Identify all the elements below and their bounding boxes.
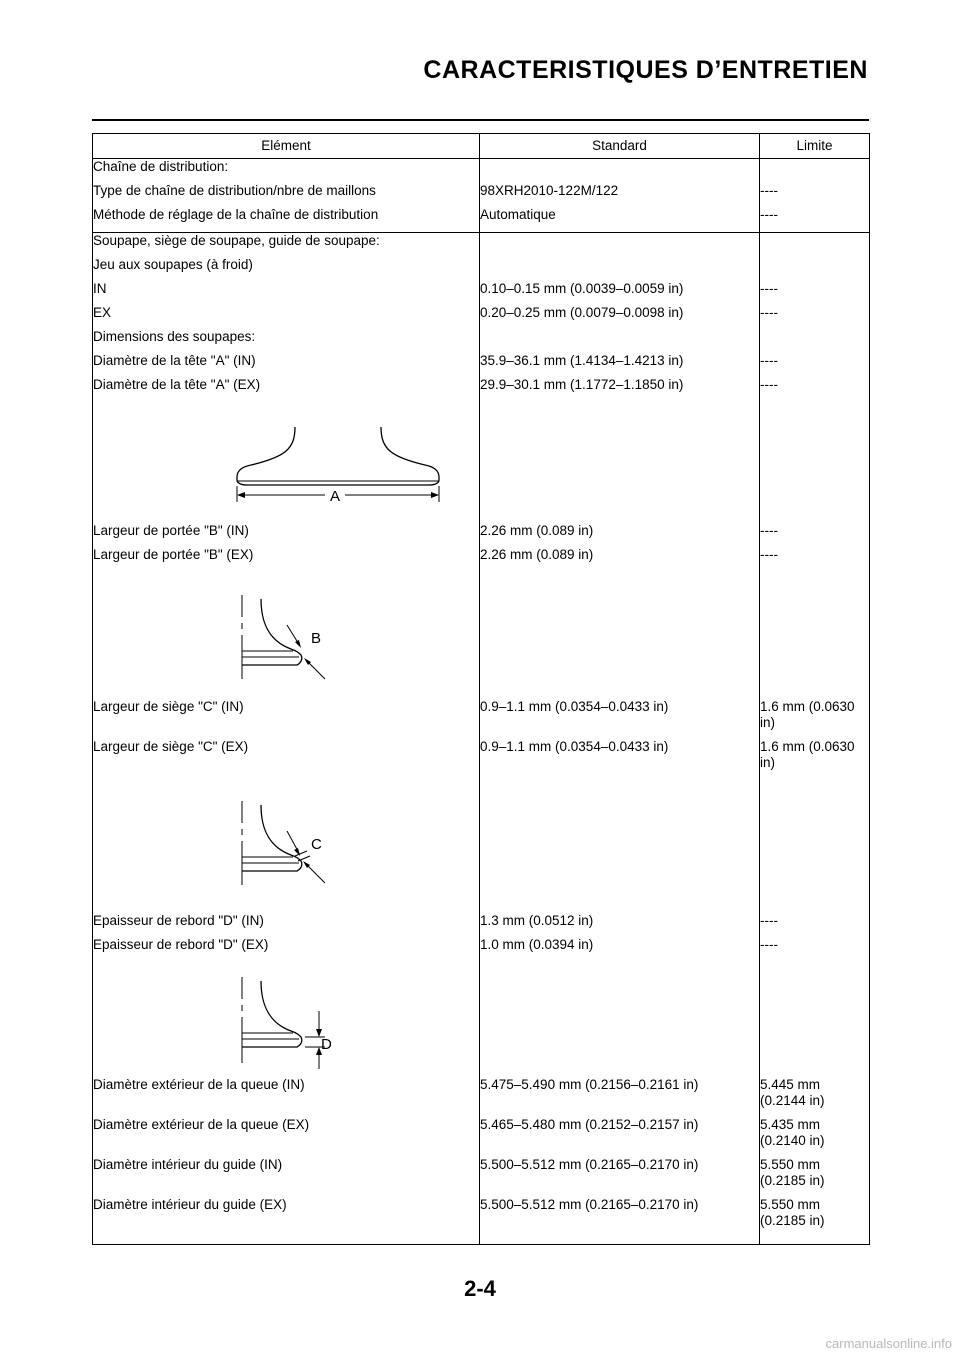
row-standard: 5.465–5.480 mm (0.2152–0.2157 in): [480, 1117, 760, 1157]
figure-label-c: C: [311, 835, 322, 853]
valve-margin-thickness-figure: [235, 977, 345, 1073]
section-heading: Soupape, siège de soupape, guide de soupape:: [93, 233, 480, 257]
row-limit: 5.435 mm (0.2140 in): [760, 1117, 870, 1157]
row-standard: 2.26 mm (0.089 in): [480, 547, 760, 571]
section-heading-row: [93, 233, 870, 257]
row-label: EX: [93, 305, 480, 329]
table-row: [93, 547, 870, 571]
row-label: Type de chaîne de distribution/nbre de maillons: [93, 183, 480, 207]
figure-row: [93, 571, 870, 699]
row-limit: 1.6 mm (0.0630 in): [760, 739, 870, 779]
row-label: Diamètre de la tête "A" (EX): [93, 377, 480, 401]
valve-head-diameter-figure: [233, 427, 443, 517]
table-row: [93, 353, 870, 377]
valve-seat-width-figure: [235, 801, 345, 891]
col-header-limit: Limite: [760, 134, 870, 159]
row-standard: 29.9–30.1 mm (1.1772–1.1850 in): [480, 377, 760, 401]
row-limit: 1.6 mm (0.0630 in): [760, 699, 870, 739]
row-label: Largeur de siège "C" (EX): [93, 739, 480, 779]
table-row: [93, 207, 870, 233]
section-heading: Chaîne de distribution:: [93, 159, 480, 183]
watermark: carmanualsonline.info: [825, 1336, 952, 1351]
row-standard: Automatique: [480, 207, 760, 233]
row-label: Diamètre intérieur du guide (EX): [93, 1197, 480, 1245]
section-heading-row: [93, 159, 870, 183]
row-label: Diamètre intérieur du guide (IN): [93, 1157, 480, 1197]
row-label: Largeur de portée "B" (EX): [93, 547, 480, 571]
table-row: [93, 281, 870, 305]
page-title: CARACTERISTIQUES D’ENTRETIEN: [423, 56, 868, 84]
row-limit: ----: [760, 913, 870, 937]
table-row: [93, 257, 870, 281]
table-row: [93, 913, 870, 937]
row-standard: 0.9–1.1 mm (0.0354–0.0433 in): [480, 739, 760, 779]
row-limit: ----: [760, 937, 870, 961]
table-row: [93, 523, 870, 547]
row-label: Epaisseur de rebord "D" (EX): [93, 937, 480, 961]
row-limit: ----: [760, 523, 870, 547]
row-limit: 5.550 mm (0.2185 in): [760, 1157, 870, 1197]
table-row: [93, 937, 870, 961]
spec-table: [92, 133, 870, 1245]
row-label: Jeu aux soupapes (à froid): [93, 257, 480, 281]
row-limit: ----: [760, 353, 870, 377]
table-row: [93, 329, 870, 353]
row-label: Largeur de siège "C" (IN): [93, 699, 480, 739]
title-rule: [92, 119, 869, 121]
row-label: Diamètre extérieur de la queue (IN): [93, 1077, 480, 1117]
row-standard: 35.9–36.1 mm (1.4134–1.4213 in): [480, 353, 760, 377]
row-limit: ----: [760, 281, 870, 305]
table-row: [93, 1157, 870, 1197]
row-standard: 1.3 mm (0.0512 in): [480, 913, 760, 937]
table-header-row: [93, 134, 870, 159]
row-standard: 1.0 mm (0.0394 in): [480, 937, 760, 961]
page-number: 2-4: [464, 1276, 496, 1301]
row-label: Largeur de portée "B" (IN): [93, 523, 480, 547]
table-row: [93, 739, 870, 779]
row-label: Méthode de réglage de la chaîne de distribution: [93, 207, 480, 233]
table-row: [93, 1077, 870, 1117]
figure-row: [93, 961, 870, 1077]
row-limit: ----: [760, 207, 870, 233]
row-standard: 0.20–0.25 mm (0.0079–0.0098 in): [480, 305, 760, 329]
figure-row: [93, 779, 870, 913]
row-label: Diamètre de la tête "A" (IN): [93, 353, 480, 377]
table-row: [93, 699, 870, 739]
row-limit: 5.445 mm (0.2144 in): [760, 1077, 870, 1117]
valve-face-width-figure: [235, 595, 345, 685]
row-label: IN: [93, 281, 480, 305]
row-limit: ----: [760, 183, 870, 207]
col-header-element: Elément: [93, 134, 480, 159]
row-standard: 5.500–5.512 mm (0.2165–0.2170 in): [480, 1197, 760, 1245]
row-limit: ----: [760, 305, 870, 329]
table-row: [93, 1117, 870, 1157]
row-limit: ----: [760, 377, 870, 401]
row-label: Diamètre extérieur de la queue (EX): [93, 1117, 480, 1157]
table-row: [93, 305, 870, 329]
row-standard: 5.500–5.512 mm (0.2165–0.2170 in): [480, 1157, 760, 1197]
col-header-standard: Standard: [480, 134, 760, 159]
row-label: Dimensions des soupapes:: [93, 329, 480, 353]
table-row: [93, 183, 870, 207]
row-limit: 5.550 mm (0.2185 in): [760, 1197, 870, 1245]
figure-label-b: B: [311, 629, 322, 647]
figure-label-a: A: [329, 487, 341, 505]
table-row: [93, 377, 870, 401]
row-standard: 5.475–5.490 mm (0.2156–0.2161 in): [480, 1077, 760, 1117]
figure-row: [93, 401, 870, 523]
row-standard: 98XRH2010-122M/122: [480, 183, 760, 207]
table-row: [93, 1197, 870, 1245]
row-standard: 2.26 mm (0.089 in): [480, 523, 760, 547]
figure-label-d: D: [321, 1035, 332, 1053]
row-standard: 0.10–0.15 mm (0.0039–0.0059 in): [480, 281, 760, 305]
row-limit: ----: [760, 547, 870, 571]
row-label: Epaisseur de rebord "D" (IN): [93, 913, 480, 937]
row-standard: 0.9–1.1 mm (0.0354–0.0433 in): [480, 699, 760, 739]
